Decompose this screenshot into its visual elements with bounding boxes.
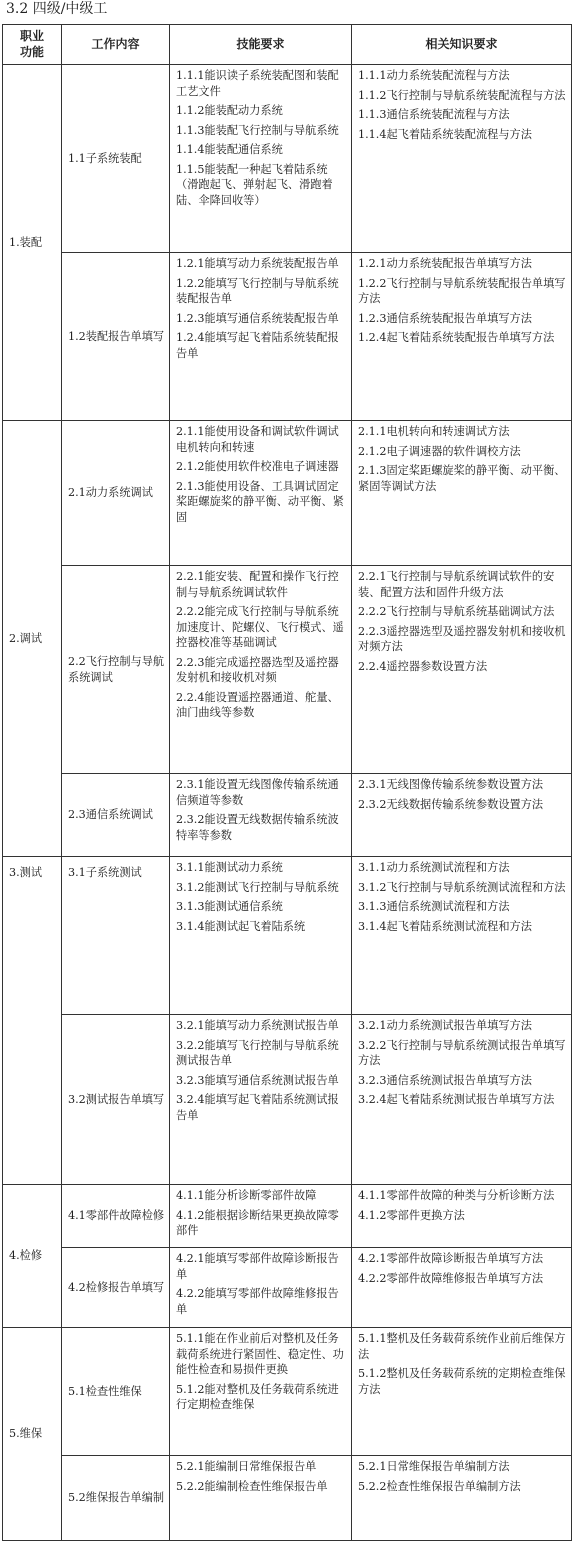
skill-item: 2.2.3能完成遥控器选型及遥控器发射机和接收机对频 [176,655,339,684]
knowledge-item: 4.1.2零部件更换方法 [358,1208,465,1222]
work-content-cell: 2.1动力系统调试 [62,421,170,566]
knowledge-item: 1.1.2飞行控制与导航系统装配流程与方法 [358,88,566,102]
skill-item: 1.1.4能装配通信系统 [176,143,283,156]
knowledge-item: 5.2.2检查性维保报告单编制方法 [358,1479,521,1493]
header-work-content: 工作内容 [62,25,170,65]
skill-item: 3.1.2能测试飞行控制与导航系统 [176,880,339,894]
skill-requirements-table [2,24,572,1541]
skill-item: 4.2.1能填写零部件故障诊断报告单 [176,1252,339,1281]
knowledge-item: 1.1.4起飞着陆系统装配流程与方法 [358,127,532,141]
skills-cell [170,65,352,253]
knowledge-item: 1.2.1动力系统装配报告单填写方法 [358,257,532,270]
table-row [3,1328,572,1456]
skill-item: 5.1.2能对整机及任务载荷系统进行定期检查维保 [176,1382,339,1411]
skills-cell [170,1185,352,1248]
knowledge-item: 2.3.2无线数据传输系统参数设置方法 [358,797,544,811]
knowledge-item: 4.1.1零部件故障的种类与分析诊断方法 [358,1189,555,1202]
skill-item: 2.3.1能设置无线图像传输系统通信频道等参数 [176,778,339,807]
work-content-cell: 1.2装配报告单填写 [62,253,170,421]
work-content-cell: 2.2飞行控制与导航系统调试 [62,566,170,774]
skill-item: 3.1.3能测试通信系统 [176,900,283,913]
table-row [3,1015,572,1185]
header-function-text: 职业 功能 [19,29,44,59]
skill-item: 2.1.1能使用设备和调试软件调试电机转向和转速 [176,425,339,454]
knowledge-item: 2.1.3固定桨距螺旋桨的静平衡、动平衡、紧固等调试方法 [358,464,566,493]
knowledge-item: 3.2.4起飞着陆系统测试报告单填写方法 [358,1093,555,1106]
table-row [3,1248,572,1328]
function-cell: 4.检修 [3,1185,62,1328]
work-content-cell: 4.1零部件故障检修 [62,1185,170,1248]
knowledge-item: 3.1.1动力系统测试流程和方法 [358,861,510,874]
knowledge-item: 3.2.2飞行控制与导航系统测试报告单填写方法 [358,1038,566,1067]
section-heading: 3.2 四级/中级工 [6,1,108,17]
knowledge-cell [352,1328,572,1456]
table-row [3,774,572,857]
knowledge-item: 1.1.3通信系统装配流程与方法 [358,108,510,121]
work-content-cell: 3.2测试报告单填写 [62,1015,170,1185]
skill-item: 3.2.1能填写动力系统测试报告单 [176,1019,339,1032]
knowledge-item: 5.1.1整机及任务载荷系统作业前后维保方法 [358,1332,566,1361]
knowledge-item: 4.2.1零部件故障诊断报告单填写方法 [358,1252,544,1265]
skill-item: 1.2.3能填写通信系统装配报告单 [176,311,339,325]
table-row [3,253,572,421]
skill-item: 4.1.2能根据诊断结果更换故障零部件 [176,1208,339,1237]
knowledge-cell [352,566,572,774]
skill-item: 1.2.4能填写起飞着陆系统装配报告单 [176,331,339,360]
knowledge-item: 3.2.3通信系统测试报告单填写方法 [358,1073,532,1087]
knowledge-item: 5.1.2整机及任务载荷系统的定期检查维保方法 [358,1367,566,1396]
skill-item: 5.2.1能编制日常维保报告单 [176,1460,317,1473]
skill-item: 3.1.1能测试动力系统 [176,861,283,874]
knowledge-item: 2.2.4遥控器参数设置方法 [358,659,488,673]
knowledge-item: 2.2.2飞行控制与导航系统基础调试方法 [358,605,555,618]
header-skills: 技能要求 [170,25,352,65]
function-cell: 1.装配 [3,65,62,421]
skills-cell [170,1456,352,1541]
table-header-row [3,25,572,65]
knowledge-cell [352,1248,572,1328]
table-row [3,1456,572,1541]
work-content-cell: 5.2维保报告单编制 [62,1456,170,1541]
skill-item: 2.1.3能使用设备、工具调试固定桨距螺旋桨的静平衡、动平衡、紧固 [176,479,344,524]
skill-item: 2.2.2能完成飞行控制与导航系统加速度计、陀螺仪、飞行模式、遥控器校准等基础调试 [176,605,344,649]
skill-item: 2.3.2能设置无线数据传输系统波特率等参数 [176,813,339,842]
skills-cell [170,421,352,566]
work-content-cell: 4.2检修报告单填写 [62,1248,170,1328]
knowledge-item: 1.2.3通信系统装配报告单填写方法 [358,311,532,325]
skill-item: 1.1.5能装配一种起飞着陆系统（滑跑起飞、弹射起飞、滑跑着陆、伞降回收等） [176,162,333,207]
skill-item: 4.1.1能分析诊断零部件故障 [176,1189,317,1202]
knowledge-cell [352,421,572,566]
knowledge-item: 2.1.1电机转向和转速调试方法 [358,425,510,438]
skill-item: 1.1.3能装配飞行控制与导航系统 [176,123,339,137]
table-row [3,566,572,774]
function-cell: 3.测试 [3,857,62,1185]
knowledge-cell [352,774,572,857]
knowledge-cell [352,857,572,1015]
knowledge-item: 4.2.2零部件故障维修报告单填写方法 [358,1271,544,1285]
knowledge-item: 2.1.2电子调速器的软件调校方法 [358,444,521,458]
skills-cell [170,857,352,1015]
skill-item: 3.1.4能测试起飞着陆系统 [176,919,306,933]
skill-item: 2.2.4能设置遥控器通道、舵量、油门曲线等参数 [176,690,339,719]
skills-cell [170,774,352,857]
skill-item: 3.2.2能填写飞行控制与导航系统测试报告单 [176,1038,339,1067]
knowledge-cell [352,1456,572,1541]
skill-item: 3.2.3能填写通信系统测试报告单 [176,1073,339,1087]
knowledge-item: 3.1.3通信系统测试流程和方法 [358,900,510,913]
knowledge-item: 1.1.1动力系统装配流程与方法 [358,69,510,82]
table-row [3,857,572,1015]
skill-item: 1.2.2能填写飞行控制与导航系统装配报告单 [176,276,339,305]
knowledge-cell [352,65,572,253]
function-cell: 2.调试 [3,421,62,857]
knowledge-item: 2.3.1无线图像传输系统参数设置方法 [358,778,544,791]
knowledge-item: 3.1.2飞行控制与导航系统测试流程和方法 [358,880,566,894]
knowledge-item: 3.1.4起飞着陆系统测试流程和方法 [358,919,532,933]
knowledge-item: 3.2.1动力系统测试报告单填写方法 [358,1019,532,1032]
knowledge-item: 1.2.2飞行控制与导航系统装配报告单填写方法 [358,276,566,305]
skill-item: 3.2.4能填写起飞着陆系统测试报告单 [176,1093,339,1122]
header-knowledge: 相关知识要求 [352,25,572,65]
knowledge-item: 5.2.1日常维保报告单编制方法 [358,1460,510,1473]
table-row [3,1185,572,1248]
knowledge-cell [352,1185,572,1248]
knowledge-item: 2.2.1飞行控制与导航系统调试软件的安装、配置方法和固件升级方法 [358,570,555,599]
table-row [3,65,572,253]
work-content-cell: 3.1子系统测试 [62,857,170,1015]
skills-cell [170,1015,352,1185]
knowledge-cell [352,1015,572,1185]
knowledge-item: 2.2.3遥控器选型及遥控器发射机和接收机对频方法 [358,624,566,653]
skill-item: 1.2.1能填写动力系统装配报告单 [176,257,339,270]
skill-item: 2.1.2能使用软件校准电子调速器 [176,460,339,473]
skills-cell [170,1328,352,1456]
knowledge-item: 1.2.4起飞着陆系统装配报告单填写方法 [358,331,555,344]
skill-item: 2.2.1能安装、配置和操作飞行控制与导航系统调试软件 [176,570,339,599]
table-row [3,421,572,566]
work-content-cell: 1.1子系统装配 [62,65,170,253]
skill-item: 1.1.1能识读子系统装配图和装配工艺文件 [176,69,339,98]
work-content-cell: 5.1检查性维保 [62,1328,170,1456]
header-function [3,25,62,65]
skills-cell [170,566,352,774]
skill-item: 5.1.1能在作业前后对整机及任务载荷系统进行紧固性、稳定性、功能性检查和易损件更换 [176,1332,344,1376]
skills-cell [170,1248,352,1328]
skills-cell [170,253,352,421]
function-cell: 5.维保 [3,1328,62,1541]
skill-item: 1.1.2能装配动力系统 [176,104,283,117]
skill-item: 5.2.2能编制检查性维保报告单 [176,1479,328,1493]
knowledge-cell [352,253,572,421]
skill-item: 4.2.2能填写零部件故障维修报告单 [176,1287,339,1316]
work-content-cell: 2.3通信系统调试 [62,774,170,857]
